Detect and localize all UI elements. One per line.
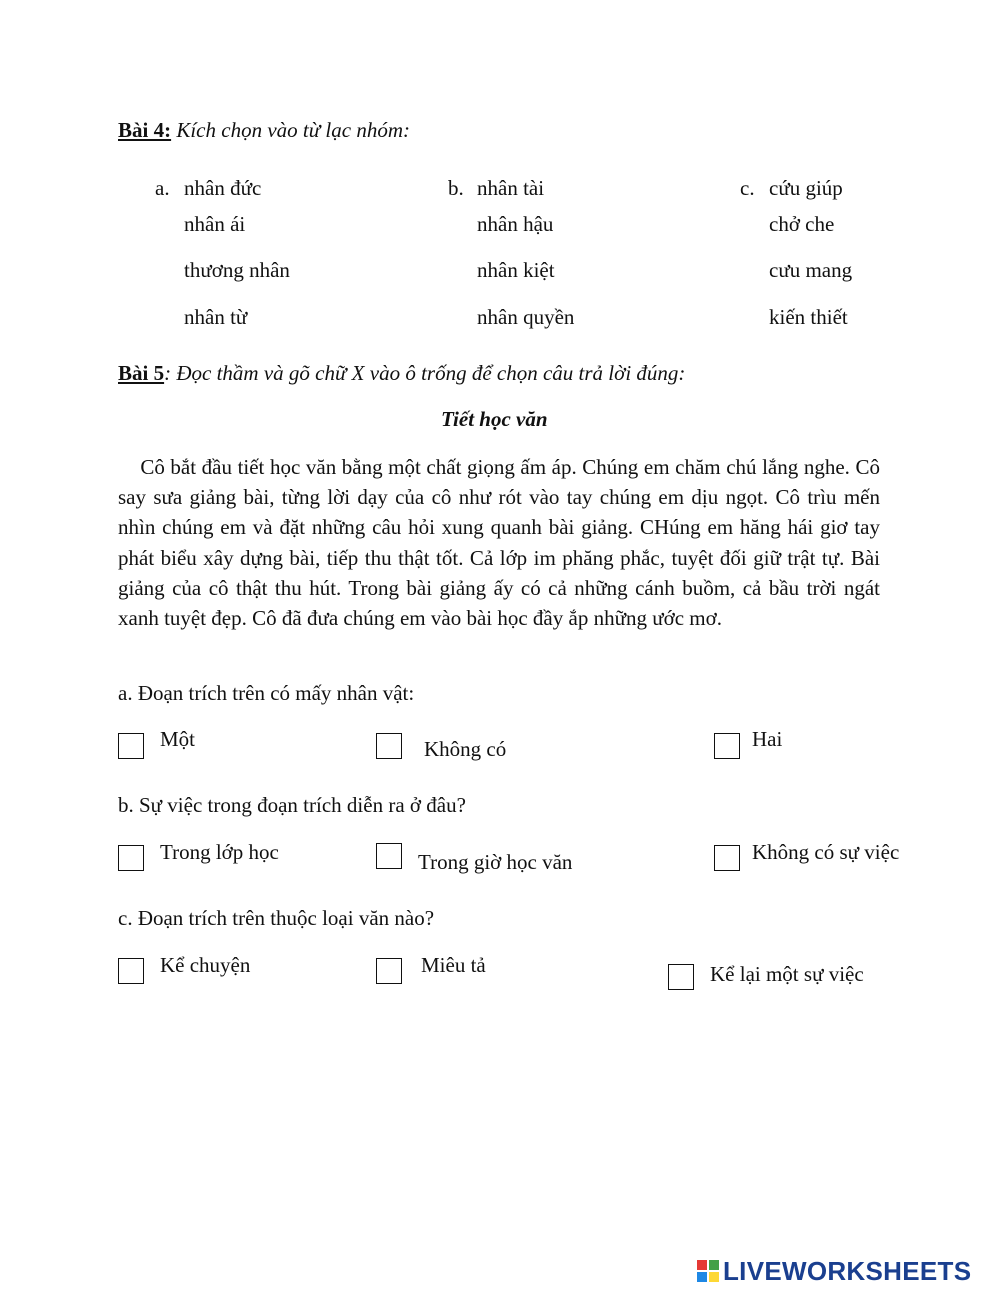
checkbox-a-3[interactable] bbox=[714, 733, 740, 759]
option-b-3-label: Không có sự việc bbox=[752, 840, 900, 864]
logo-blocks-icon bbox=[697, 1260, 719, 1282]
question-a: a. Đoạn trích trên có mấy nhân vật: bbox=[118, 681, 415, 705]
bai5-heading bbox=[118, 361, 685, 386]
checkbox-c-3[interactable] bbox=[668, 964, 694, 990]
checkbox-b-2[interactable] bbox=[376, 843, 402, 869]
group-b-marker: b. bbox=[448, 176, 464, 200]
word-b-3[interactable]: nhân kiệt bbox=[477, 258, 555, 282]
option-c-3-label: Kể lại một sự việc bbox=[710, 962, 864, 986]
option-b-2-label: Trong giờ học văn bbox=[418, 850, 573, 874]
word-a-2[interactable]: nhân ái bbox=[184, 212, 246, 236]
option-a-2-label: Không có bbox=[424, 737, 507, 761]
word-c-2[interactable]: chở che bbox=[769, 212, 835, 236]
logo-text: LIVEWORKSHEETS bbox=[723, 1255, 972, 1286]
checkbox-c-1[interactable] bbox=[118, 958, 144, 984]
logo-block-1 bbox=[697, 1260, 707, 1270]
word-a-3[interactable]: thương nhân bbox=[184, 258, 290, 282]
option-a-1-label: Một bbox=[160, 727, 196, 751]
option-c-1-label: Kể chuyện bbox=[160, 953, 251, 977]
word-b-1[interactable]: nhân tài bbox=[477, 176, 545, 200]
option-b-1-label: Trong lớp học bbox=[160, 840, 279, 864]
question-c: c. Đoạn trích trên thuộc loại văn nào? bbox=[118, 906, 435, 930]
bai5-label: Bài 5 bbox=[118, 361, 165, 385]
liveworksheets-logo bbox=[697, 1253, 971, 1289]
group-c-marker: c. bbox=[740, 176, 755, 200]
option-c-2-label: Miêu tả bbox=[421, 953, 486, 977]
word-b-4[interactable]: nhân quyền bbox=[477, 305, 575, 329]
bai5-instruction: : Đọc thầm và gõ chữ X vào ô trống để chọn câu trả lời đúng: bbox=[164, 361, 686, 385]
logo-block-2 bbox=[709, 1260, 719, 1270]
passage-text: Cô bắt đầu tiết học văn bằng một chất giọng ấm áp. Chúng em chăm chú lắng nghe. Cô say sưa giảng bài, từng lời dạy của cô như rót vào tay chúng em dịu ngọt. Cô trìu mến nhìn chúng em và đặt những câu hỏi xung quanh bài giảng. CHúng em hăng hái giơ tay phát biểu xây dựng bài, tiếp thu thật tốt. Cả lớp im phăng phắc, tuyệt đối giữ trật tự. Bài giảng của cô thật thu hút. Trong bài giảng ấy có cả những cánh buồm, cả bầu trời ngát xanh tuyệt đẹp. Cô đã đưa chúng em vào bài học đầy ắp những ước mơ. bbox=[118, 455, 880, 631]
checkbox-c-2[interactable] bbox=[376, 958, 402, 984]
word-c-1[interactable]: cứu giúp bbox=[769, 176, 843, 200]
bai4-heading bbox=[118, 118, 410, 143]
word-a-1[interactable]: nhân đức bbox=[184, 176, 262, 200]
checkbox-b-1[interactable] bbox=[118, 845, 144, 871]
word-c-3[interactable]: cưu mang bbox=[769, 258, 853, 282]
group-a-marker: a. bbox=[155, 176, 170, 200]
word-c-4[interactable]: kiến thiết bbox=[769, 305, 848, 329]
word-a-4[interactable]: nhân từ bbox=[184, 305, 248, 329]
logo-block-3 bbox=[697, 1272, 707, 1282]
checkbox-b-3[interactable] bbox=[714, 845, 740, 871]
word-b-2[interactable]: nhân hậu bbox=[477, 212, 554, 236]
option-a-3-label: Hai bbox=[752, 727, 783, 751]
logo-block-4 bbox=[709, 1272, 719, 1282]
bai4-label: Bài 4: bbox=[118, 118, 172, 142]
checkbox-a-2[interactable] bbox=[376, 733, 402, 759]
checkbox-a-1[interactable] bbox=[118, 733, 144, 759]
question-b: b. Sự việc trong đoạn trích diễn ra ở đâu? bbox=[118, 793, 466, 817]
bai4-instruction: Kích chọn vào từ lạc nhóm: bbox=[176, 118, 410, 142]
passage-title: Tiết học văn bbox=[441, 407, 548, 431]
